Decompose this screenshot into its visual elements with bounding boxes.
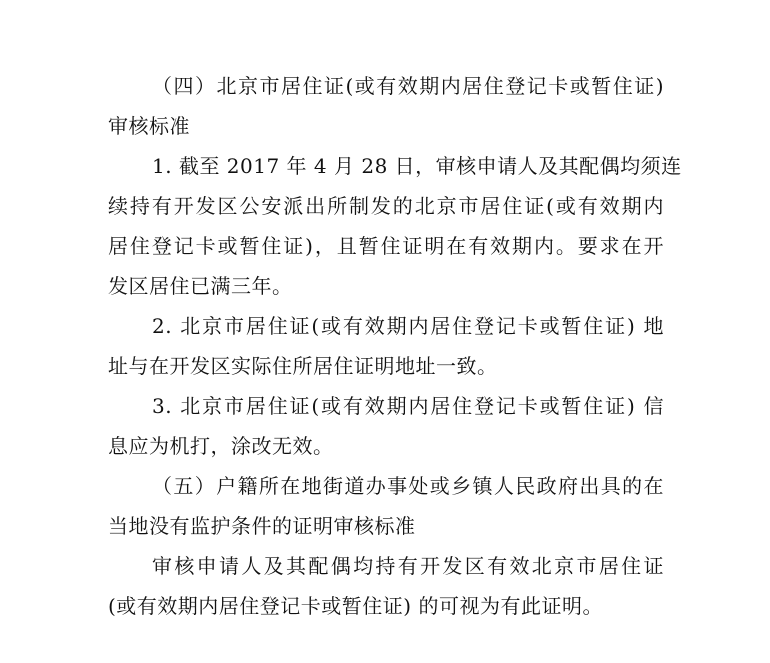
section-heading: 当地没有监护条件的证明审核标准 xyxy=(108,514,416,538)
paragraph-line: 发区居住已满三年。 xyxy=(108,274,293,298)
paragraph-line: 3. 北京市居住证(或有效期内居住登记卡或暂住证) 信 xyxy=(152,394,664,418)
paragraph-line: 1. 截至 2017 年 4 月 28 日，审核申请人及其配偶均须连 xyxy=(152,154,682,178)
section-heading: 审核标准 xyxy=(108,114,190,138)
paragraph-line: 息应为机打，涂改无效。 xyxy=(108,434,334,458)
paragraph-line: 审核申请人及其配偶均持有开发区有效北京市居住证 xyxy=(152,554,664,578)
document-page xyxy=(108,66,682,626)
section-heading: （五）户籍所在地街道办事处或乡镇人民政府出具的在 xyxy=(152,474,664,498)
paragraph-line: 2. 北京市居住证(或有效期内居住登记卡或暂住证) 地 xyxy=(152,314,664,338)
paragraph-line: 续持有开发区公安派出所制发的北京市居住证(或有效期内 xyxy=(108,194,664,218)
paragraph-line: 居住登记卡或暂住证)，且暂住证明在有效期内。要求在开 xyxy=(108,234,664,258)
section-heading: （四）北京市居住证(或有效期内居住登记卡或暂住证) xyxy=(152,74,664,98)
paragraph-line: (或有效期内居住登记卡或暂住证) 的可视为有此证明。 xyxy=(108,594,603,618)
paragraph-line: 址与在开发区实际住所居住证明地址一致。 xyxy=(108,354,498,378)
